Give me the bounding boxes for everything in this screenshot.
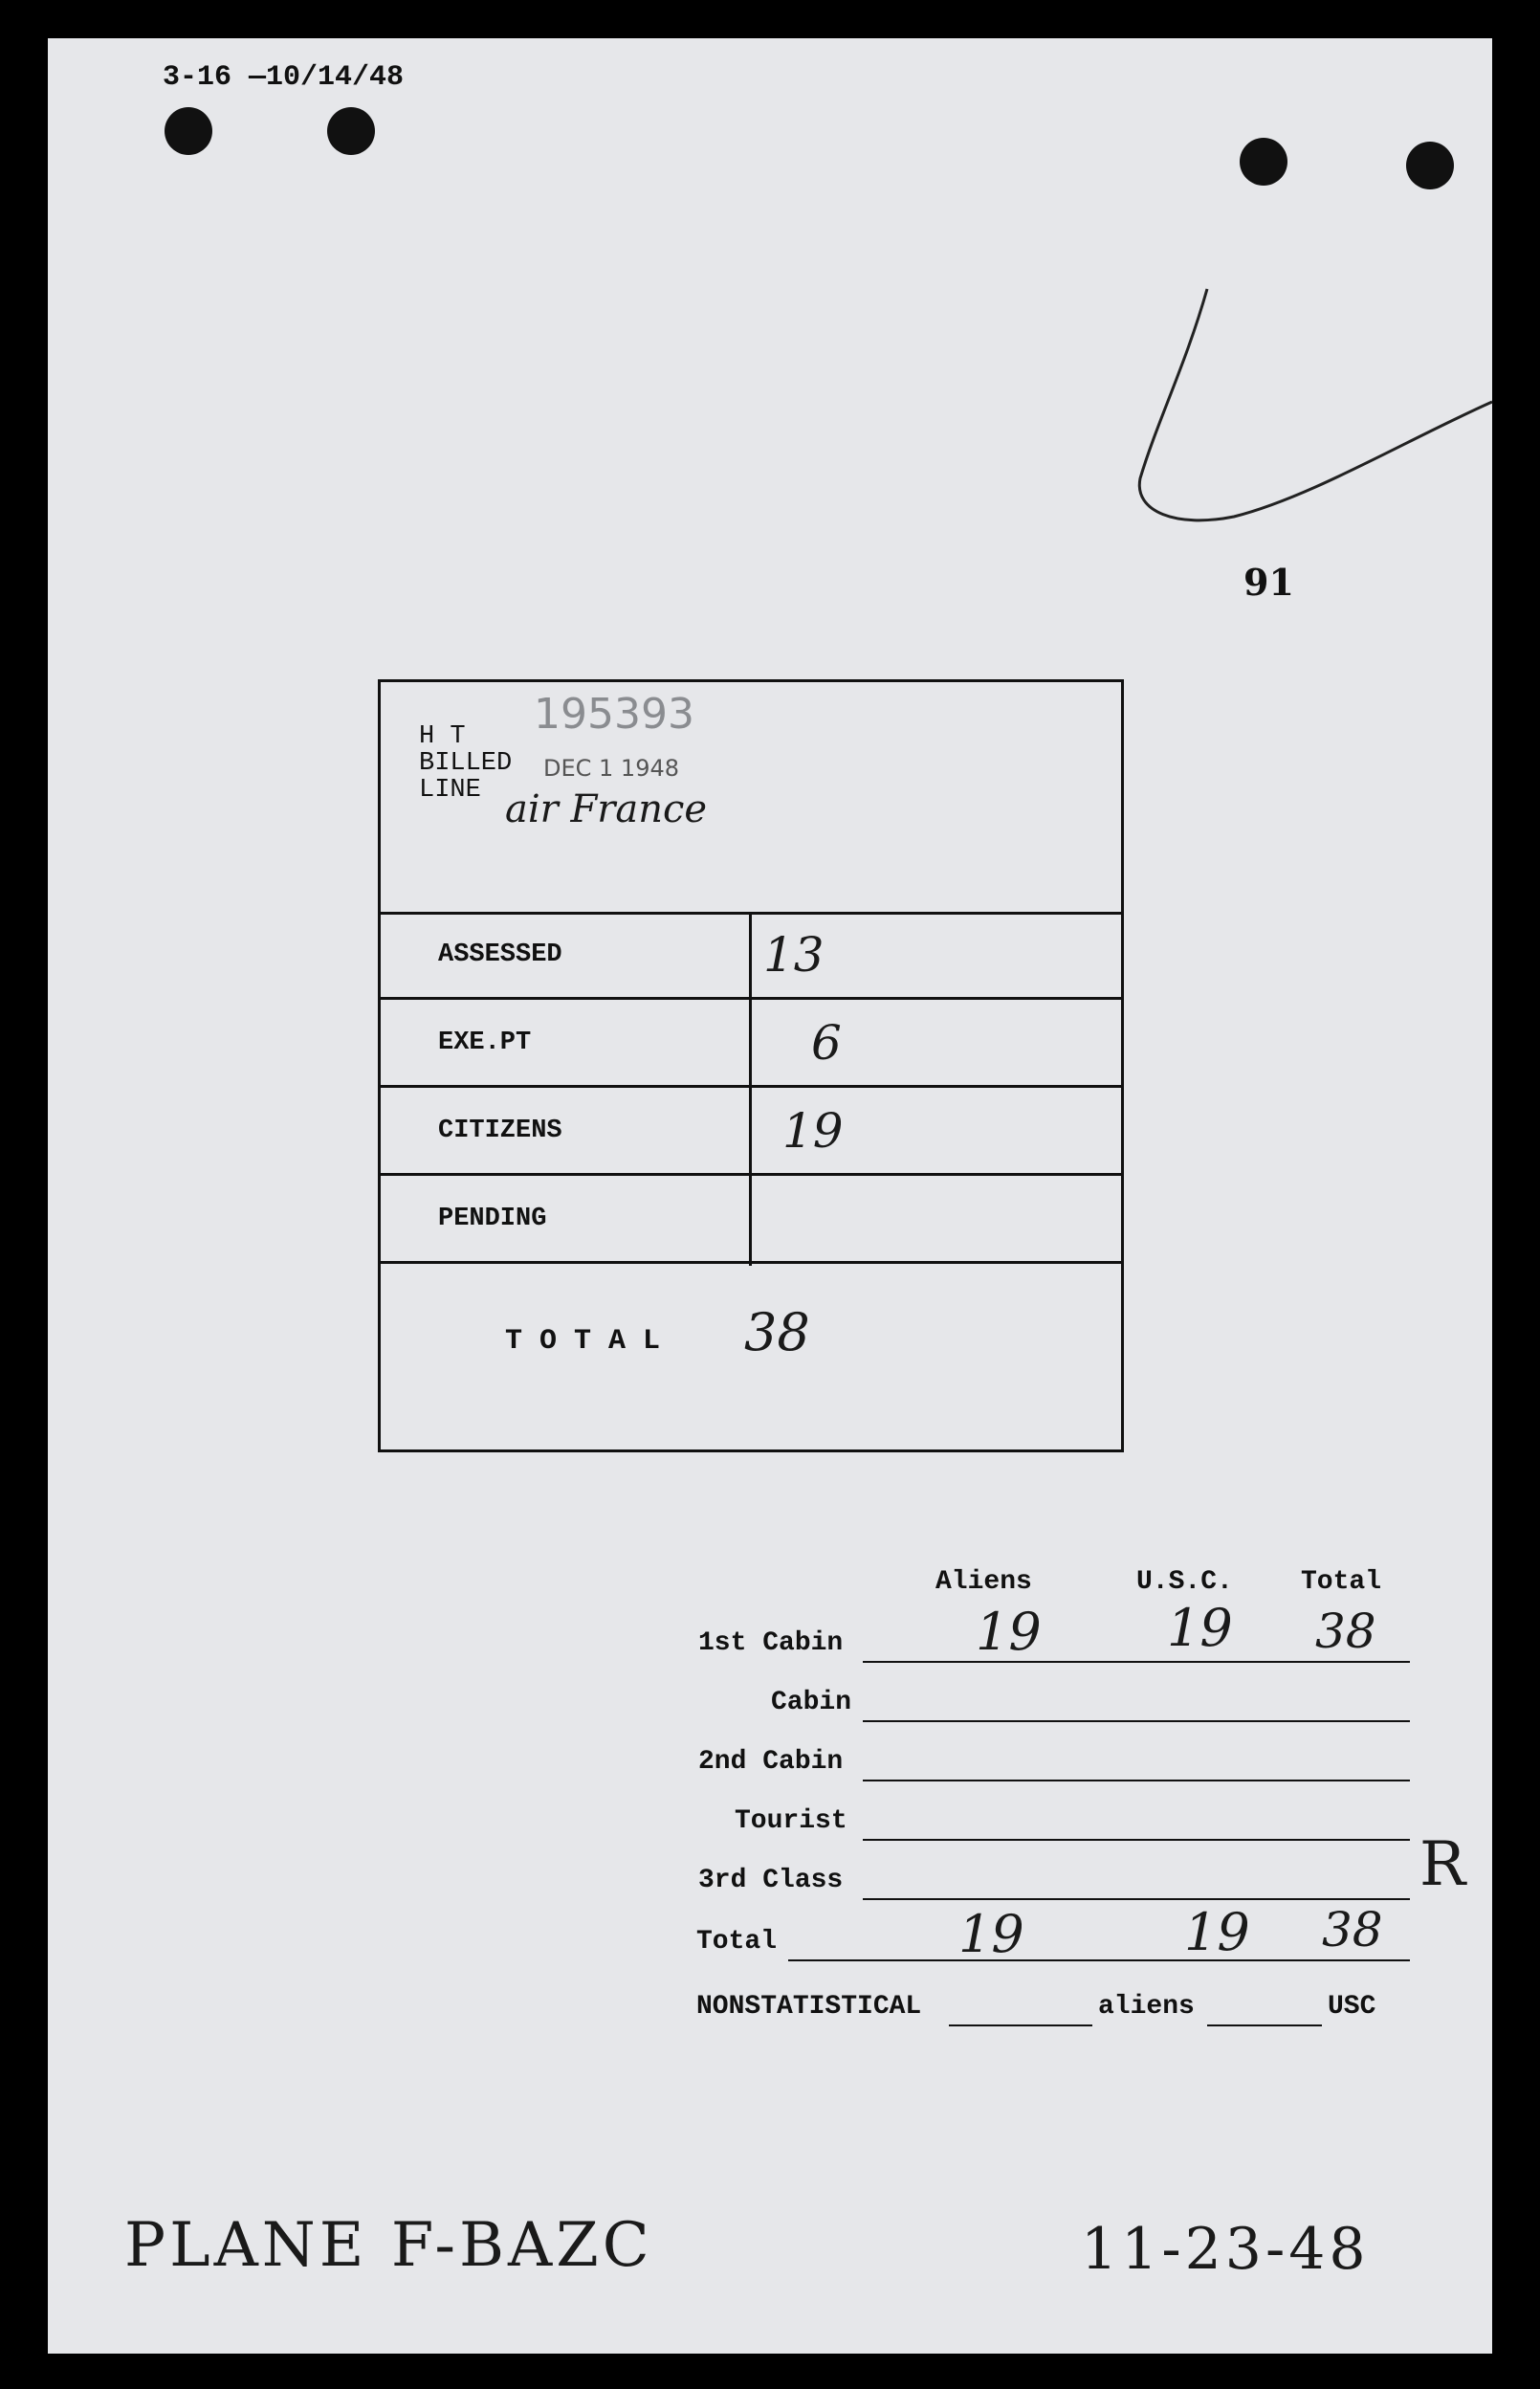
tally-row-label: Total (696, 1927, 778, 1957)
punch-hole (327, 107, 375, 155)
row-value: 13 (763, 927, 825, 983)
check-mark-icon (1119, 277, 1502, 545)
tally-row-label: Tourist (735, 1806, 847, 1836)
row-label: PENDING (438, 1205, 547, 1233)
row-value: 19 (782, 1103, 844, 1159)
tally-row-label: 2nd Cabin (698, 1747, 844, 1777)
tally-row-line (863, 1720, 1410, 1722)
ht-label: H T (419, 722, 466, 751)
header-usc: U.S.C. (1136, 1567, 1233, 1597)
billing-form (378, 679, 1124, 1452)
row-label: EXE.PT (438, 1029, 532, 1057)
page-number: 91 (1243, 561, 1294, 604)
tally-aliens: 19 (958, 1904, 1024, 1964)
nonstat-aliens-line (949, 2024, 1092, 2026)
header-date: 10/14/48 (266, 61, 405, 94)
plane-note: PLANE F-BAZC (124, 2210, 653, 2281)
serial-stamp: 195393 (534, 690, 694, 739)
tally-usc: 19 (1184, 1902, 1250, 1962)
tally-row-line (863, 1839, 1410, 1841)
header-total: Total (1301, 1567, 1382, 1597)
form-total-label: T O T A L (505, 1325, 661, 1358)
punch-hole (165, 107, 212, 155)
row-pending (381, 1176, 1121, 1264)
billed-label: BILLED (419, 749, 513, 778)
form-total-value: 38 (744, 1302, 810, 1362)
side-mark: R (1419, 1829, 1466, 1900)
nonstat-label: NONSTATISTICAL (696, 1992, 922, 2022)
form-number: 3-16 —10/14/48 (163, 61, 405, 94)
billed-date-stamp: DEC 1 1948 (543, 755, 680, 782)
nonstat-usc-line (1207, 2024, 1322, 2026)
tally-row-line (863, 1661, 1410, 1663)
form-number-text: 3-16 (163, 61, 232, 94)
tally-row-line (788, 1959, 1410, 1961)
row-label: ASSESSED (438, 940, 562, 969)
punch-hole (1240, 138, 1287, 186)
line-label: LINE (419, 776, 481, 805)
tally-total: 38 (1322, 1902, 1383, 1958)
tally-row-label: 3rd Class (698, 1866, 844, 1895)
row-exempt (381, 1000, 1121, 1088)
tally-row-label: 1st Cabin (698, 1628, 844, 1658)
punch-hole (1406, 142, 1454, 189)
handwritten-date: 11-23-48 (1081, 2216, 1370, 2283)
tally-row-label: Cabin (771, 1688, 852, 1717)
passenger-tally (689, 1559, 1416, 2038)
line-value: air France (505, 787, 708, 831)
header-aliens: Aliens (935, 1567, 1032, 1597)
row-label: CITIZENS (438, 1117, 562, 1145)
tally-usc: 19 (1167, 1598, 1233, 1658)
tally-row-line (863, 1780, 1410, 1781)
row-citizens (381, 1088, 1121, 1176)
row-assessed (381, 912, 1121, 1000)
nonstat-aliens-label: aliens (1098, 1992, 1195, 2022)
tally-aliens: 19 (976, 1602, 1042, 1662)
form-header (381, 682, 1121, 915)
tally-row-line (863, 1898, 1410, 1900)
row-value: 6 (811, 1015, 842, 1071)
nonstat-usc-label: USC (1328, 1992, 1376, 2022)
tally-total: 38 (1315, 1604, 1376, 1659)
